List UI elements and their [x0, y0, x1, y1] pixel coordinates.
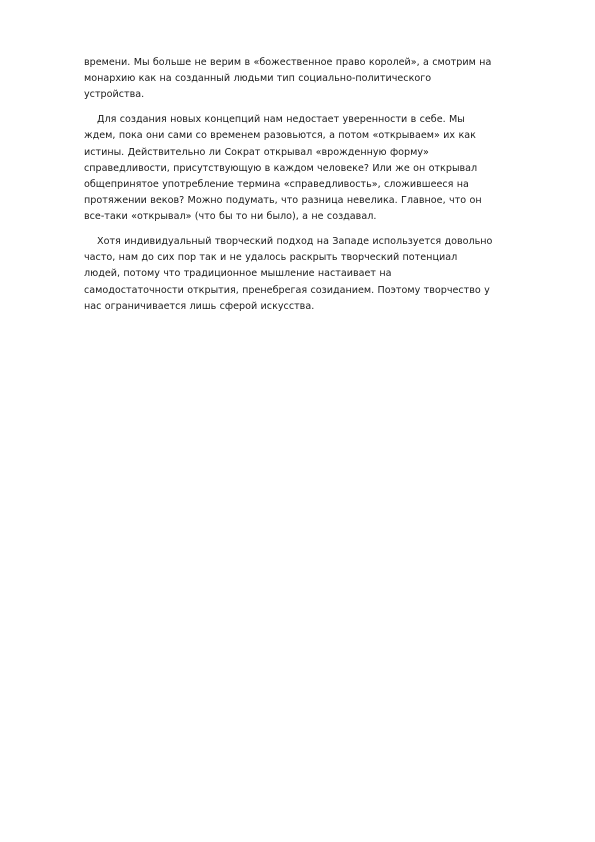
text-line: все-таки «открывал» (что бы то ни было), а не создавал. — [84, 211, 377, 223]
text-line: времени. Мы больше не верим в «божественное право королей», а смотрим на — [84, 57, 492, 68]
text-line: справедливости, присутствующую в каждом человеке? Или же он открывал — [84, 162, 478, 174]
text-line: монархию как на созданный людьми тип социально-политического — [84, 73, 432, 85]
text-line: устройства. — [84, 89, 145, 101]
text-line: истины. Действительно ли Сократ открывал «врожденную форму» — [84, 146, 429, 158]
text-line: самодостаточности открытия, пренебрегая созиданием. Поэтому творчество у — [84, 284, 490, 296]
document-body — [84, 55, 552, 315]
text-line: Для создания новых концепций нам недостает уверенности в себе. Мы — [97, 114, 465, 126]
text-line: нас ограничивается лишь сферой искусства. — [84, 300, 315, 312]
paragraph-3 — [84, 234, 552, 315]
paragraph-2 — [84, 112, 552, 225]
text-line: часто, нам до сих пор так и не удалось раскрыть творческий потенциал — [84, 252, 458, 264]
text-line: протяжении веков? Можно подумать, что разница невелика. Главное, что он — [84, 195, 482, 207]
text-line: общепринятое употребление термина «справедливость», сложившееся на — [84, 178, 469, 190]
text-line: Хотя индивидуальный творческий подход на Западе используется довольно — [97, 236, 493, 248]
text-line: ждем, пока они сами со временем разовьются, а потом «открываем» их как — [84, 130, 476, 142]
paragraph-1 — [84, 55, 552, 104]
text-line: людей, потому что традиционное мышление настаивает на — [84, 268, 392, 280]
